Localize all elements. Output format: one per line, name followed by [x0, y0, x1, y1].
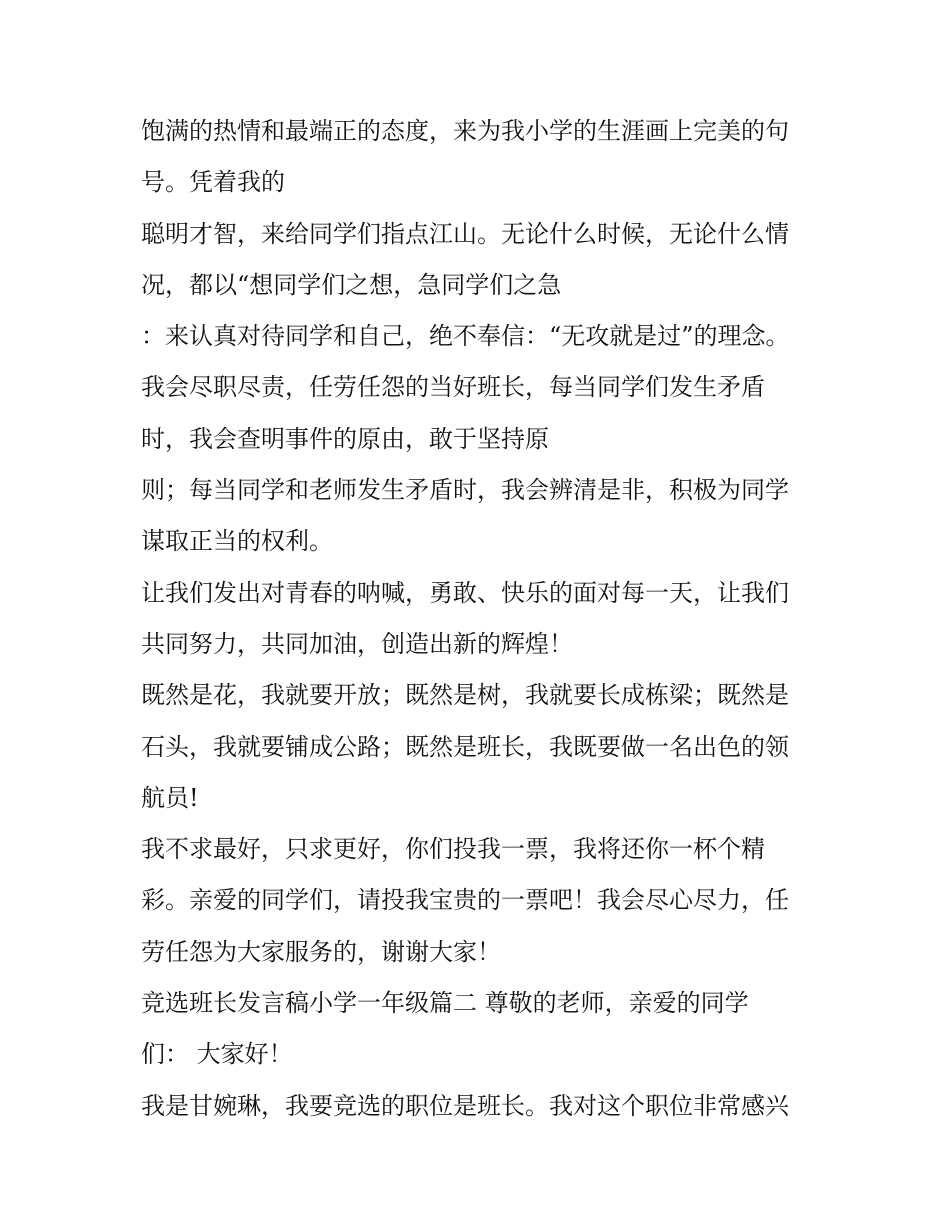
text-line: 让我们发出对青春的呐喊，勇敢、快乐的面对每一天，让我们: [141, 578, 789, 607]
text-line: 们： 大家好！: [141, 1040, 293, 1069]
text-line: 石头，我就要铺成公路；既然是班长，我既要做一名出色的领: [141, 732, 789, 761]
text-line: 则；每当同学和老师发生矛盾时，我会辨清是非，积极为同学: [141, 476, 789, 505]
text-line: 我不求最好，只求更好，你们投我一票，我将还你一杯个精: [141, 835, 765, 864]
text-line: 共同努力，共同加油，创造出新的辉煌！: [141, 629, 573, 658]
text-line: 航员!: [141, 783, 199, 812]
text-line: ：来认真对待同学和自己，绝不奉信：“无攻就是过”的理念。: [141, 322, 790, 351]
text-line: 彩。亲爱的同学们，请投我宝贵的一票吧！我会尽心尽力，任: [141, 886, 789, 915]
text-line: 号。凭着我的: [141, 168, 285, 197]
text-line: 我会尽职尽责，任劳任怨的当好班长，每当同学们发生矛盾: [141, 373, 765, 402]
text-line: 聪明才智，来给同学们指点江山。无论什么时候，无论什么情: [141, 219, 789, 248]
text-line: 饱满的热情和最端正的态度，来为我小学的生涯画上完美的句: [141, 117, 789, 145]
text-line: 我是甘婉琳，我要竞选的职位是班长。我对这个职位非常感兴: [141, 1091, 789, 1120]
text-line: 况，都以“想同学们之想，急同学们之急: [141, 270, 562, 299]
text-line: 时，我会查明事件的原由，敢于坚持原: [141, 424, 549, 453]
text-line: 既然是花，我就要开放；既然是树，我就要长成栋梁；既然是: [141, 681, 789, 710]
text-line: 劳任怨为大家服务的，谢谢大家！: [141, 937, 501, 966]
text-line: 竞选班长发言稿小学一年级篇二 尊敬的老师，亲爱的同学: [141, 989, 749, 1018]
body-text: [141, 106, 821, 1132]
text-line: 谋取正当的权利。: [141, 527, 333, 556]
